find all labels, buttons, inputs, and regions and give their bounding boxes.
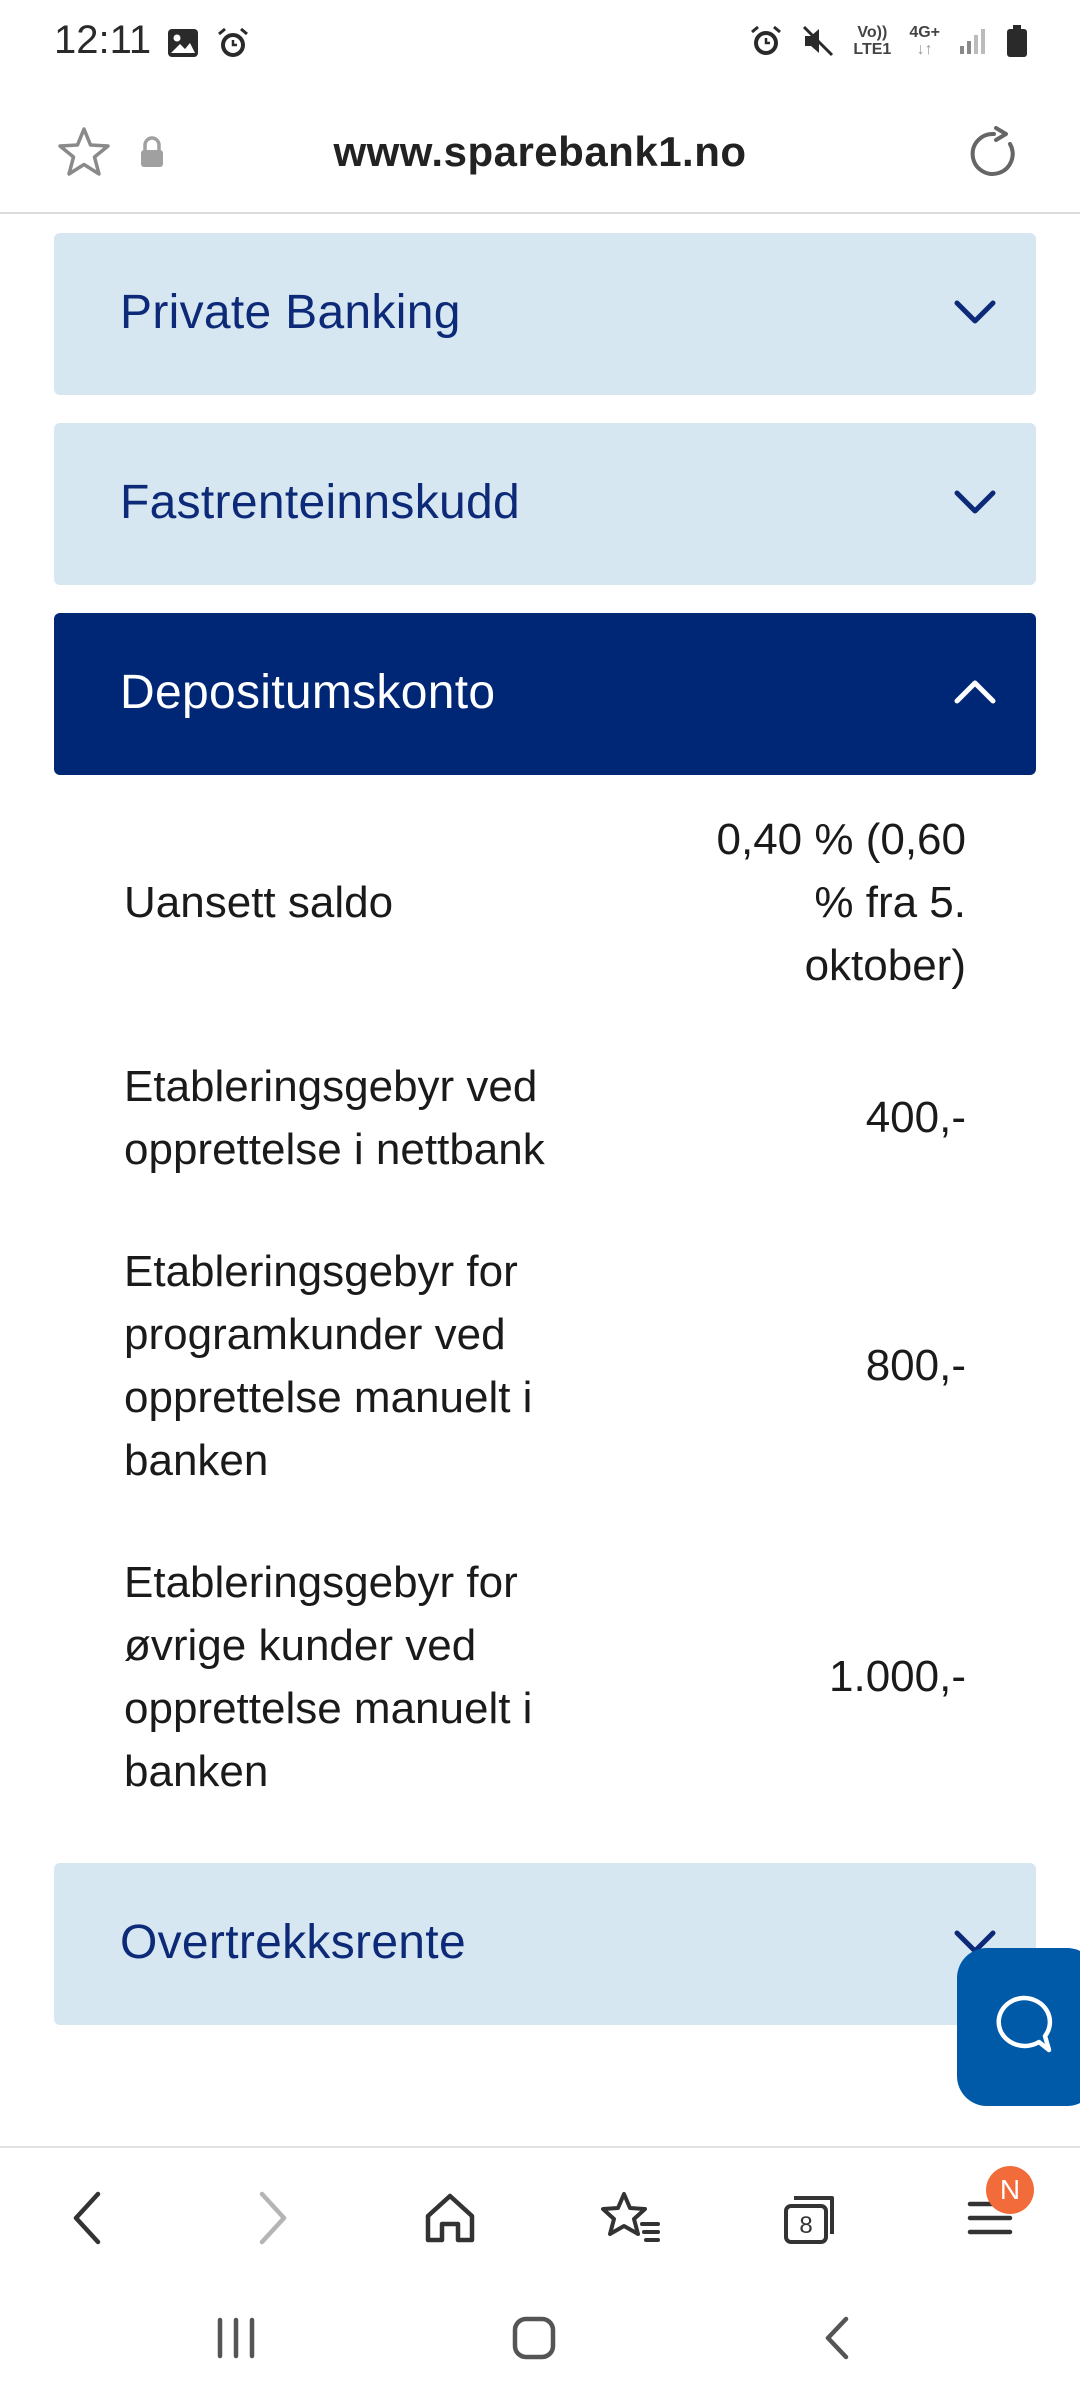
tabs-button[interactable] bbox=[770, 2178, 850, 2258]
data-indicator: 4G+ ↓↑ bbox=[909, 24, 940, 58]
accordion-depositumskonto[interactable] bbox=[54, 613, 1036, 775]
status-bar bbox=[0, 0, 1080, 86]
tabs-icon bbox=[780, 2190, 840, 2246]
accordion-private-banking[interactable] bbox=[54, 233, 1036, 395]
alarm-icon bbox=[216, 26, 250, 60]
row-value: 400,- bbox=[865, 1093, 966, 1142]
table-row bbox=[124, 1055, 966, 1185]
home-system-icon[interactable] bbox=[510, 2314, 558, 2367]
browser-address-bar bbox=[0, 86, 1080, 214]
row-value: 0,40 % (0,60 % fra 5. oktober) bbox=[716, 815, 966, 990]
back-icon bbox=[68, 2190, 108, 2246]
accordion-title: Private Banking bbox=[120, 286, 461, 339]
recent-apps-icon[interactable] bbox=[212, 2314, 260, 2367]
alarm-icon bbox=[749, 24, 783, 58]
chat-button[interactable] bbox=[957, 1948, 1080, 2106]
accordion-title: Fastrenteinnskudd bbox=[120, 476, 520, 529]
chevron-up-icon bbox=[952, 677, 998, 712]
battery-icon bbox=[1006, 24, 1028, 58]
accordion-overtrekksrente[interactable] bbox=[54, 1863, 1036, 2025]
accordion-title: Depositumskonto bbox=[120, 666, 496, 719]
bookmarks-button[interactable] bbox=[590, 2178, 670, 2258]
back-system-icon[interactable] bbox=[818, 2314, 858, 2367]
chat-icon bbox=[991, 1992, 1055, 2056]
home-icon bbox=[422, 2190, 478, 2246]
tabs-count: 8 bbox=[799, 2212, 813, 2239]
menu-notification-badge: N bbox=[986, 2166, 1034, 2214]
signal-icon bbox=[958, 26, 988, 56]
row-value: 800,- bbox=[865, 1341, 966, 1390]
accordion-fastrenteinnskudd[interactable] bbox=[54, 423, 1036, 585]
gallery-icon bbox=[166, 26, 200, 60]
row-label: Uansett saldo bbox=[124, 878, 394, 927]
accordion-title: Overtrekksrente bbox=[120, 1916, 466, 1969]
system-navigation-bar bbox=[0, 2276, 1080, 2400]
chevron-down-icon bbox=[952, 297, 998, 332]
row-label: Etableringsgebyr ved opprettelse i nettbank bbox=[124, 1062, 545, 1174]
chevron-down-icon bbox=[952, 487, 998, 522]
status-time: 12:11 bbox=[54, 18, 152, 62]
forward-button[interactable] bbox=[232, 2178, 312, 2258]
back-button[interactable] bbox=[48, 2178, 128, 2258]
table-row bbox=[124, 1240, 966, 1492]
forward-icon bbox=[252, 2190, 292, 2246]
bookmarks-icon bbox=[600, 2190, 660, 2246]
volte-indicator: Vo)) LTE1 bbox=[853, 24, 892, 58]
row-label: Etableringsgebyr for øvrige kunder ved opprettelse manuelt i banken bbox=[124, 1558, 533, 1796]
mute-icon bbox=[801, 24, 835, 58]
table-row bbox=[124, 1551, 966, 1803]
table-row bbox=[124, 808, 966, 998]
browser-bottom-nav bbox=[0, 2146, 1080, 2276]
row-value: 1.000,- bbox=[829, 1652, 966, 1701]
reload-icon[interactable] bbox=[966, 126, 1022, 187]
url-text[interactable]: www.sparebank1.no bbox=[333, 128, 747, 175]
row-label: Etableringsgebyr for programkunder ved opprettelse manuelt i banken bbox=[124, 1247, 533, 1485]
home-button[interactable] bbox=[410, 2178, 490, 2258]
